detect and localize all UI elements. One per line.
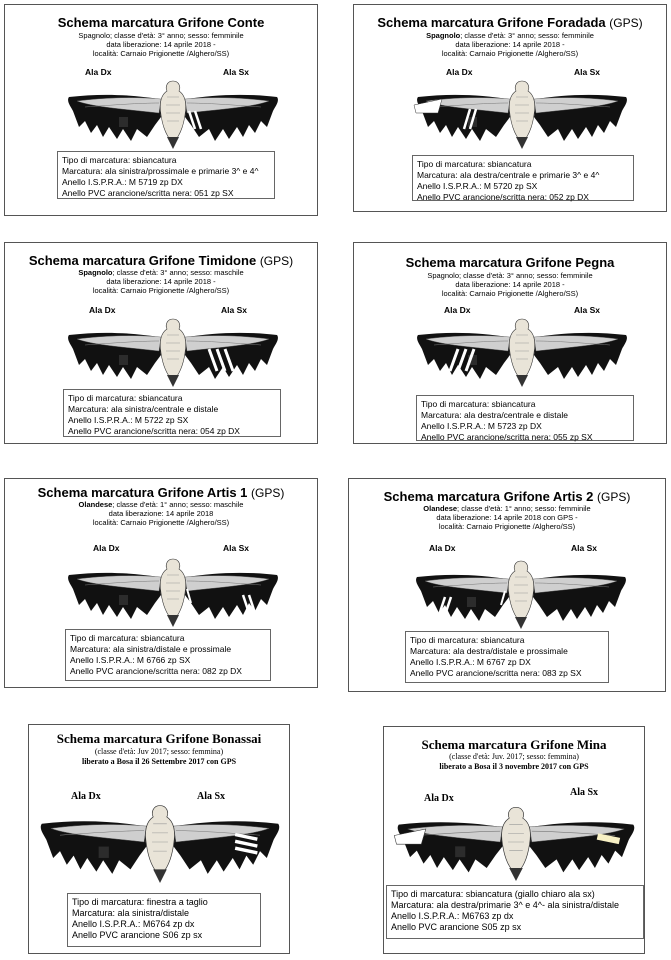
- vulture-diagram: [412, 315, 632, 387]
- card-title: Schema marcatura Grifone Pegna: [405, 255, 615, 270]
- right-wing-label: Ala Sx: [223, 543, 249, 553]
- card-foradada: [353, 4, 667, 212]
- left-wing-label: Ala Dx: [429, 543, 456, 553]
- card-subtitle: (classe d'età: Juv. 2017; sesso: femmina) liberato a Bosa il 3 novembre 2017 con GPS: [439, 752, 589, 771]
- marking-info-box: Tipo di marcatura: sbiancatura Marcatura: ala destra/centrale e distale Anello I.S.P.R.A.: M 5723 zp DX Anello PVC arancione/scritta nera: 055 zp SX: [416, 395, 634, 441]
- card-subtitle: Olandese; classe d'età: 1° anno; sesso: maschile data liberazione: 14 aprile 2018 località: Carnaio Prigionette /Alghero/SS): [78, 500, 244, 527]
- left-wing-label: Ala Dx: [85, 67, 112, 77]
- card-title: Schema marcatura Grifone Conte: [57, 15, 265, 30]
- right-wing-label: Ala Sx: [574, 305, 600, 315]
- card-artis-2: [348, 478, 666, 692]
- card-subtitle: Spagnolo; classe d'età: 3° anno; sesso: femminile data liberazione: 14 aprile 2018 - località: Carnaio Prigionette /Alghero/SS): [426, 31, 594, 58]
- right-wing-label: Ala Sx: [221, 305, 247, 315]
- vulture-diagram: [35, 801, 285, 883]
- card-timidone: [4, 242, 318, 444]
- right-wing-label: Ala Sx: [570, 787, 599, 798]
- marking-info-box: Tipo di marcatura: sbiancatura Marcatura: ala sinistra/centrale e distale Anello I.S.P.R.A.: M 5722 zp SX Anello PVC arancione/scritta nera: 054 zp DX: [63, 389, 281, 437]
- marking-info-box: Tipo di marcatura: sbiancatura Marcatura: ala sinistra/prossimale e primarie 3^ e 4^ Anello I.S.P.R.A.: M 5719 zp DX Anello PVC arancione/scritta nera: 051 zp SX: [57, 151, 275, 199]
- marking-info-box: Tipo di marcatura: sbiancatura Marcatura: ala destra/distale e prossimale Anello I.S.P.R.A.: M 6767 zp DX Anello PVC arancione/scritta nera: 083 zp SX: [405, 631, 609, 683]
- vulture-diagram: [63, 555, 283, 627]
- card-title: Schema marcatura Grifone Mina: [421, 737, 607, 752]
- card-subtitle: (classe d'età: Juv 2017; sesso: femmina) liberato a Bosa il 26 Settembre 2017 con GPS: [81, 747, 237, 766]
- vulture-diagram: [411, 557, 631, 629]
- marking-info-box: Tipo di marcatura: finestra a taglio Marcatura: ala sinistra/distale Anello I.S.P.R.A.: M6764 zp dx Anello PVC arancione S06 zp sx: [67, 893, 261, 947]
- card-pegna: [353, 242, 667, 444]
- vulture-diagram: [412, 77, 632, 149]
- card-title: Schema marcatura Grifone Artis 2 (GPS): [383, 489, 631, 504]
- left-wing-label: Ala Dx: [71, 791, 101, 802]
- card-mina: [383, 726, 645, 954]
- vulture-diagram: [392, 803, 640, 881]
- left-wing-label: Ala Dx: [424, 793, 454, 804]
- card-subtitle: Spagnolo; classe d'età: 3° anno; sesso: femminile data liberazione: 14 aprile 2018 - località: Carnaio Prigionette /Alghero/SS): [427, 271, 593, 298]
- card-title: Schema marcatura Grifone Bonassai: [56, 731, 262, 746]
- card-subtitle: Spagnolo; classe d'età: 3° anno; sesso: femminile data liberazione: 14 aprile 2018 - località: Carnaio Prigionette /Alghero/SS): [78, 31, 244, 58]
- card-artis-1: [4, 478, 318, 688]
- card-subtitle: Spagnolo; classe d'età: 3° anno; sesso: maschile data liberazione: 14 aprile 2018 - località: Carnaio Prigionette /Alghero/SS): [78, 268, 244, 295]
- card-title: Schema marcatura Grifone Foradada (GPS): [377, 15, 643, 30]
- left-wing-label: Ala Dx: [446, 67, 473, 77]
- right-wing-label: Ala Sx: [197, 791, 226, 802]
- vulture-diagram: [63, 315, 283, 387]
- vulture-diagram: [63, 77, 283, 149]
- marking-info-box: Tipo di marcatura: sbiancatura Marcatura: ala sinistra/distale e prossimale Anello I.S.P.R.A.: M 6766 zp SX Anello PVC arancione/scritta nera: 082 zp DX: [65, 629, 271, 681]
- card-title: Schema marcatura Grifone Artis 1 (GPS): [37, 485, 285, 500]
- card-conte: [4, 4, 318, 216]
- card-subtitle: Olandese; classe d'età: 1° anno; sesso: femminile data liberazione: 14 aprile 2018 con GPS - località: Carnaio Prigionette /Alghero/SS): [423, 504, 591, 531]
- marking-info-box: Tipo di marcatura: sbiancatura Marcatura: ala destra/centrale e primarie 3^ e 4^ Anello I.S.P.R.A.: M 5720 zp SX Anello PVC arancione/scritta nera: 052 zp DX: [412, 155, 634, 201]
- left-wing-label: Ala Dx: [444, 305, 471, 315]
- left-wing-label: Ala Dx: [89, 305, 116, 315]
- right-wing-label: Ala Sx: [574, 67, 600, 77]
- right-wing-label: Ala Sx: [571, 543, 597, 553]
- right-wing-label: Ala Sx: [223, 67, 249, 77]
- left-wing-label: Ala Dx: [93, 543, 120, 553]
- card-bonassai: [28, 724, 290, 954]
- card-title: Schema marcatura Grifone Timidone (GPS): [28, 253, 294, 268]
- marking-info-box: Tipo di marcatura: sbiancatura (giallo chiaro ala sx) Marcatura: ala destra/primarie 3^ e 4^- ala sinistra/distale Anello I.S.P.R.A.: M6763 zp dx Anello PVC arancione S05 zp sx: [386, 885, 644, 939]
